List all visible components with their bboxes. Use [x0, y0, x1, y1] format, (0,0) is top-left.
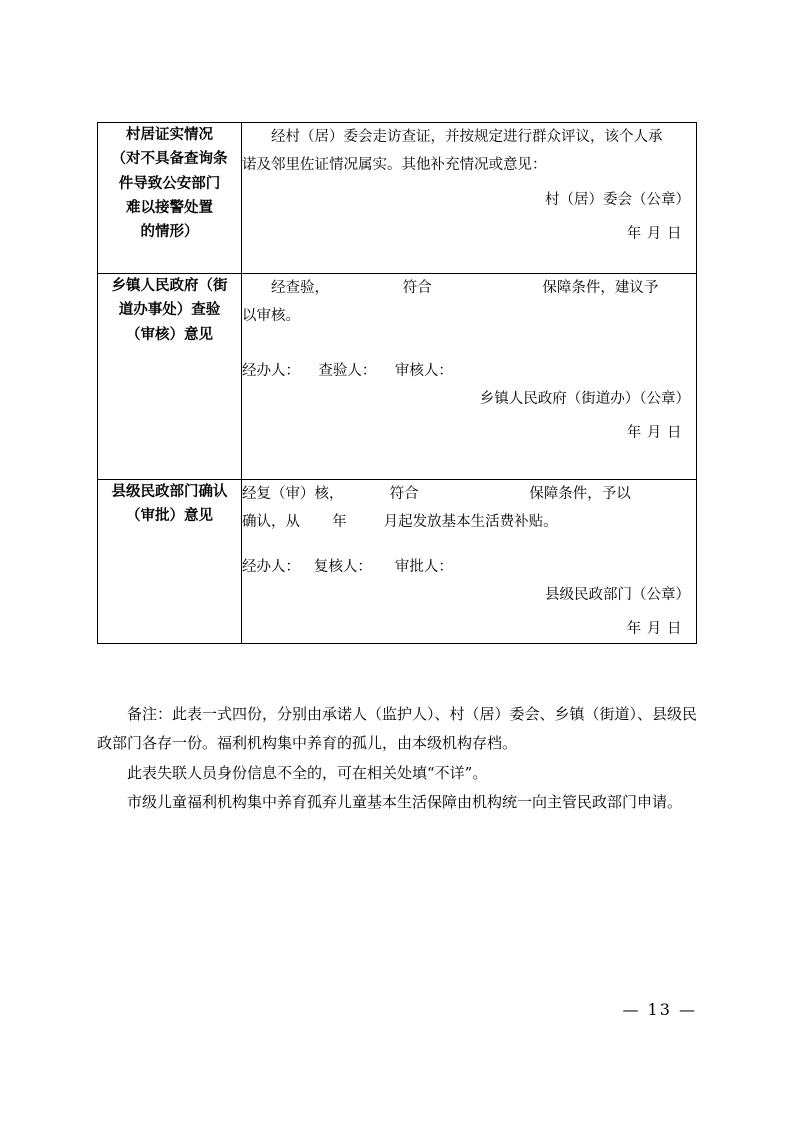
row-label-village-verification: 村居证实情况 （对不具备查询条 件导致公安部门 难以接警处置 的情形）	[98, 123, 242, 274]
county-seal-line: 县级民政部门（公章）	[545, 586, 690, 603]
spacer	[242, 331, 696, 357]
row-content-county-approval: 经复（审）核， 符合 保障条件，予以 确认，从 年 月起发放基本生活费补贴。 经办人： 复核人： 审批人： 县级民政部门（公章） 年 月 日	[242, 480, 697, 644]
row-label-county-approval: 县级民政部门确认 （审批）意见	[98, 480, 242, 644]
note-municipal-institution: 市级儿童福利机构集中养育孤弃儿童基本生活保障由机构统一向主管民政部门申请。	[127, 792, 683, 811]
village-committee-seal-line: 村（居）委会（公章）	[545, 191, 690, 208]
approval-table	[97, 122, 697, 644]
county-date-line: 年 月 日	[626, 621, 682, 638]
township-date-line: 年 月 日	[626, 425, 682, 442]
row-content-village-verification: 经村（居）委会走访查证，并按规定进行群众评议，该个人承 诺及邻里佐证情况属实。其他补充情况或意见： 村（居）委会（公章） 年 月 日	[242, 123, 697, 274]
spacer	[242, 537, 696, 553]
township-signer-line: 经办人： 查验人： 审核人：	[242, 362, 453, 379]
note-missing-info: 此表失联人员身份信息不全的，可在相关处填“不详”。	[127, 763, 488, 782]
village-date-line: 年 月 日	[626, 225, 682, 242]
row-label-township-review: 乡镇人民政府（街 道办事处）查验 （审核）意见	[98, 274, 242, 480]
note-remark: 备注：此表一式四份，分别由承诺人（监护人）、村（居）委会、乡镇（街道）、县级民政部门各存一份。福利机构集中养育的孤儿，由本级机构存档。	[97, 705, 698, 753]
row-content-township-review: 经查验， 符合 保障条件，建议予 以审核。 经办人： 查验人： 审核人： 乡镇人民政府（街道办）（公章） 年 月 日	[242, 274, 697, 480]
table-row	[98, 480, 697, 644]
table-row	[98, 274, 697, 480]
county-signer-line: 经办人： 复核人： 审批人：	[242, 558, 453, 575]
township-seal-line: 乡镇人民政府（街道办）（公章）	[479, 390, 690, 407]
notes-section	[97, 700, 697, 817]
page-number: — 13 —	[622, 1000, 697, 1019]
table-row	[98, 123, 697, 274]
